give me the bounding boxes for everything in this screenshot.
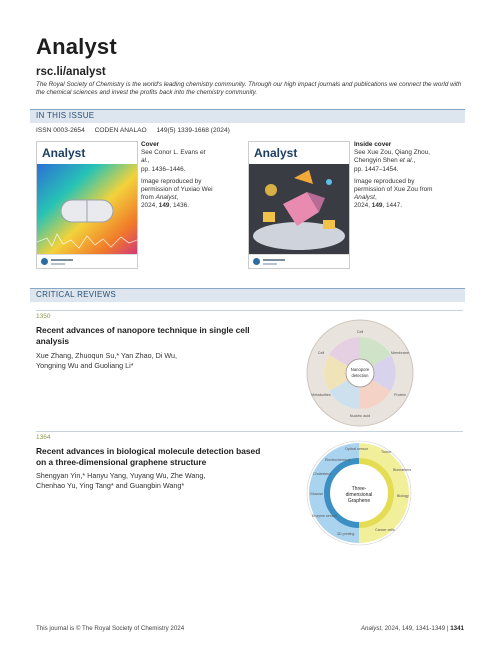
figure-center-label: Nanopore xyxy=(350,367,370,372)
footer-separator: | xyxy=(445,625,451,632)
cover-journal-label: Analyst xyxy=(42,146,86,160)
coden: CODEN ANALAO xyxy=(94,127,147,134)
figure-label: Electrochemical xyxy=(325,458,351,462)
figure-label: Cell xyxy=(317,351,325,355)
cover-pages: pp. 1436–1446. xyxy=(141,165,186,173)
figure-label: Optical sensor xyxy=(345,447,368,451)
figure-label: Biology xyxy=(397,494,409,498)
figure-label: Enzyme sensor xyxy=(312,514,337,518)
figure-label: Tumor xyxy=(381,450,392,454)
cover-footer-logo xyxy=(37,254,137,268)
inside-cover-footer-logo xyxy=(249,254,349,268)
inside-cover-image xyxy=(248,141,350,269)
cover-citation-post: , 1436. xyxy=(169,202,189,210)
article-divider xyxy=(36,431,463,432)
article-title[interactable]: Recent advances in biological molecule detection based on a three-dimensional graphene structure xyxy=(36,446,261,467)
cover-etal: et al. xyxy=(141,149,206,165)
inside-cover-citation-post: , 1447. xyxy=(382,202,402,210)
cover-citation-vol: 149 xyxy=(158,202,170,210)
section-title: CRITICAL REVIEWS xyxy=(36,290,117,299)
article-page-number: 1350 xyxy=(36,313,51,320)
figure-label: Glucose xyxy=(310,492,324,496)
footer-journal: Analyst xyxy=(360,625,382,632)
inside-cover-see-suffix: , xyxy=(413,157,416,165)
cover-artwork xyxy=(37,142,137,268)
figure-label: 3D printing xyxy=(337,532,355,536)
inside-cover-citation-pre: 2024, xyxy=(354,202,372,210)
cover-description: Cover See Conor L. Evans et al., pp. 1436–1446. Image reproduced by permission of Yuxiao Wei from Analyst, 2024, 149, 1436. xyxy=(141,141,213,210)
journal-intro: The Royal Society of Chemistry is the world's leading chemistry community. Through our high impact journals and publications we connect the world with the chemical sciences and invest the profits back into the chemistry community. xyxy=(36,81,462,97)
inside-cover-heading: Inside cover xyxy=(354,141,392,148)
footer-range: , 1341-1349 xyxy=(412,625,446,632)
figure-label: Metabolites xyxy=(311,393,331,397)
cover-see-suffix: , xyxy=(147,157,150,165)
figure-label: Cancer cells xyxy=(375,528,395,532)
journal-title: Analyst xyxy=(36,34,117,59)
article-authors: Shengyan Yin,* Hanyu Yang, Yuyang Wu, Zhe Wang, Chenhao Yu, Ying Tang* and Guangbin Wang* xyxy=(36,471,206,490)
figure-label: Cholesterol xyxy=(313,472,332,476)
figure-center-label: Three- xyxy=(351,486,367,492)
figure-label: Protein xyxy=(393,393,407,397)
inside-cover-journal-label: Analyst xyxy=(254,146,298,160)
inside-cover-artwork xyxy=(249,142,349,268)
inside-cover-see: See Xue Zou, Qiang Zhou, Chengyin Shen xyxy=(354,149,431,165)
cover-permission: Image reproduced by permission of Yuxiao Wei from xyxy=(141,177,213,202)
footer-volume: 149 xyxy=(401,625,413,632)
footer-copyright: This journal is © The Royal Society of Chemistry 2024 xyxy=(36,625,185,632)
section-title: IN THIS ISSUE xyxy=(36,111,95,120)
article-page-number: 1364 xyxy=(36,434,51,441)
section-bar-critical-reviews xyxy=(30,288,465,302)
article-graphic-graphene xyxy=(305,439,413,547)
figure-center-label-2: detection xyxy=(351,373,369,378)
inside-cover-description: Inside cover See Xue Zou, Qiang Zhou, Chengyin Shen et al., pp. 1447–1454. Image reproduced by permission of Xue Zou from Analyst, 2024, 149, 1447. xyxy=(354,141,433,210)
footer-citation xyxy=(361,625,464,632)
journal-url[interactable]: rsc.li/analyst xyxy=(36,66,106,78)
article-title[interactable]: Recent advances of nanopore technique in single cell analysis xyxy=(36,325,250,346)
article-divider xyxy=(36,310,463,311)
figure-label: Biomarkers xyxy=(393,468,412,472)
figure-center-label-2: dimensional xyxy=(345,492,373,498)
figure-label: Nucleic acid xyxy=(349,414,371,418)
inside-cover-pages: pp. 1447–1454. xyxy=(354,165,399,173)
figure-label: Membrane xyxy=(390,351,410,355)
inside-cover-citation-vol: 149 xyxy=(371,202,383,210)
cover-image xyxy=(36,141,138,269)
figure-label: Cell xyxy=(356,330,364,334)
article-authors: Xue Zhang, Zhuoqun Su,* Yan Zhao, Di Wu, Yongning Wu and Guoliang Li* xyxy=(36,351,178,370)
issue-meta xyxy=(36,127,238,134)
issn: ISSN 0003-2654 xyxy=(36,127,85,134)
inside-cover-etal: et al. xyxy=(399,157,414,165)
cover-see: See Conor L. Evans xyxy=(141,149,200,157)
section-bar-in-this-issue xyxy=(30,109,465,123)
inside-cover-permission: Image reproduced by permission of Xue Zou from xyxy=(354,177,433,194)
footer-page-number: 1341 xyxy=(450,625,464,632)
cover-citation-pre: 2024, xyxy=(141,202,159,210)
cover-heading: Cover xyxy=(141,141,160,148)
footer-year: , 2024, xyxy=(381,625,402,632)
figure-center-label-3: Graphene xyxy=(347,498,371,504)
cover-journal-ital: Analyst xyxy=(155,194,177,202)
article-graphic-nanopore xyxy=(305,318,415,428)
inside-cover-journal-ital: Analyst xyxy=(354,194,375,202)
volume-pages: 149(5) 1339-1668 (2024) xyxy=(156,127,230,134)
